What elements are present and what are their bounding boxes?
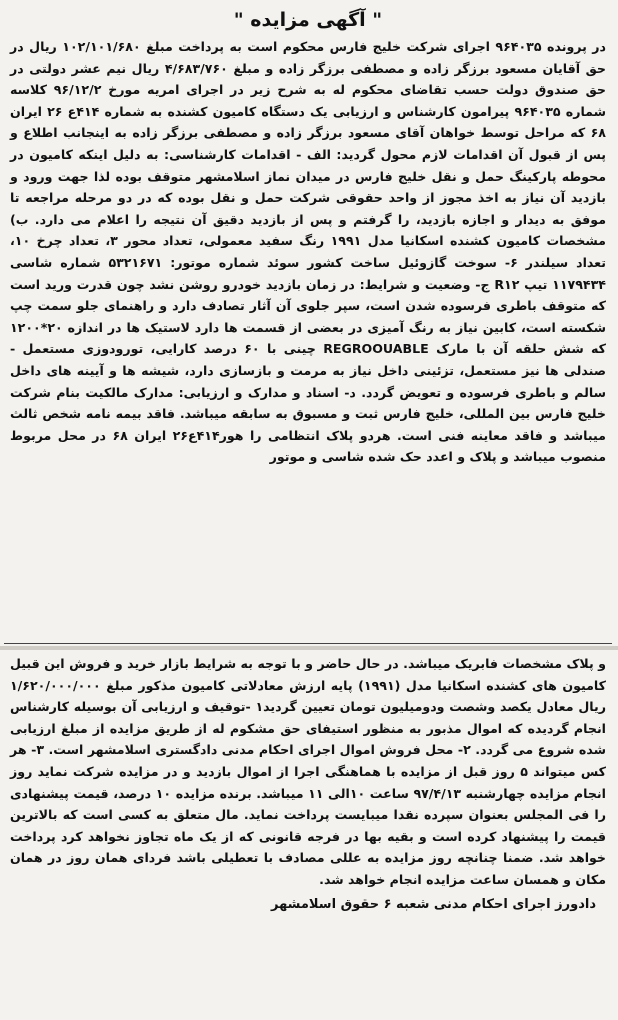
notice-body-part2: و پلاک مشخصات فابریک میباشد. در حال حاضر و با توجه به شرایط بازار خرید و فروش این قبیل کامیون های کشنده اسکانیا مدل (۱۹۹۱) پایه ارزش معادلاتی کامیون مذکور مبلغ ۱/۶۲۰/۰۰۰/۰۰۰ ریال معادل یکصد وشصت ودومیلیون تومان تعیین گردید۱ -توقیف و ارزیابی آن بوسیله کارشناس انجام گردیده که اموال مذبور به منظور استیفای حق مشکوم له از طریق مزایده از مبلغ ارزیابی شده شروع می گردد. ۲- محل فروش اموال اجرای احکام مدنی دادگستری اسلامشهر است. ۳- هر کس میتواند ۵ روز قبل از مزایده با هماهنگی اجرا از اموال بازدید و در مزایده شرکت نماید روز انجام مزایده چهارشنبه ۹۷/۴/۱۳ ساعت ۱۰الی ۱۱ میباشد. برنده مزایده ۱۰ درصد، قیمت پیشنهادی را فی المجلس بعنوان سپرده نقدا میبایست پرداخت نماید. مال متعلق به کسی است که بالاترین قیمت را پیشنهاد کرده است و بقیه بها در فرجه قانونی که از یک ماه تجاوز نخواهد کرد پرداخت خواهد شد. ضمنا چنانچه روز مزایده به عللی مصادف با تعطیلی باشد فردای همان روز در همان مکان و همسان ساعت مزایده انجام خواهد شد. xyxy=(10,656,606,887)
notice-signature: دادورز اجرای احکام مدنی شعبه ۶ حقوق اسلامشهر xyxy=(270,896,596,912)
notice-column-bottom xyxy=(4,651,612,1020)
column-divider xyxy=(0,646,618,650)
notice-column-top xyxy=(4,0,612,644)
notice-title: " آگهی مزایده " xyxy=(233,9,383,31)
notice-body-part1: در پرونده ۹۶۴۰۳۵ اجرای شرکت خلیج فارس محکوم است به پرداخت مبلغ ۱۰۲/۱۰۱/۶۸۰ ریال در حق آقایان مسعود برزگر زاده و مصطفی برزگر زاده و مبلغ ۴/۶۸۳/۷۶۰ ریال نیم عشر دولتی در حق صندوق دولت حسب تقاضای محکوم له به شرح زیر در اجرای امریه مورخ ۹۶/۱۲/۲ کلاسه شماره ۹۶۴۰۳۵ پیرامون کارشناس و ارزیابی یک دستگاه کامیون کشنده به شماره ۴۱۴ع ۲۶ ایران ۶۸ که مراحل توسط خواهان آقای مسعود برزگر زاده و مصطفی برزگر زاده به اینجانب اطلاع و پس از قبول آن اقدامات لازم محول گردید: الف - اقدامات کارشناسی: به دلیل اینکه کامیون در محوطه پارکینگ حمل و نقل خلیج فارس در میدان نماز اسلامشهر متوقف بوده لذا جهت ورود و بازدید آن نیاز به اخذ مجوز از واحد حقوقی شرکت حمل و نقل بوده که در دو مرحله مراجعه تا موفق به دیدار و اجازه بازدید، را گرفتم و پس از بازدید دقیق آن نتیجه را اعلام می دارد. ب) مشخصات کامیون کشنده اسکانیا مدل ۱۹۹۱ رنگ سفید معمولی، تعداد محور ۳، تعداد چرخ ۱۰، تعداد سیلندر ۶- سوخت گازوئیل ساخت کشور سوئد شماره موتور: ۵۳۲۱۶۷۱ شماره شاسی ۱۱۷۹۴۳۴ تیپ R۱۲ ج- وضعیت و شرایط: در زمان بازدید خودرو روشن نشد چون قدرت ورید است که متوقف باطری فرسوده شدن است، سپر جلوی آن آثار تصادف دارد و راهنمای جلو سمت چپ شکسته است، کابین نیاز به رنگ آمیزی در بعضی از قسمت ها دارد لاستیک ها در اندازه ۲۰*۱۲۰۰ که شش حلقه آن با مارک REGROOUABLE چینی با ۶۰ درصد کارایی، تورودوزی مستعمل - صندلی ها نیز مستعمل، تزئینی داخل نیاز به مرمت و بازسازی دارد، شیشه ها و آیینه های داخل سالم و باطری فرسوده و تعویض گردد. د- اسناد و مدارک و ارزیابی: مدارک مالکیت بنام شرکت خلیج فارس بین المللی، خلیج فارس ثبت و مسبوق به سابقه میباشد. فاقد بیمه نامه شخص ثالث میباشد و فاقد معاینه فنی است. هردو پلاک انتظامی را هور۴۱۴ع۲۶ ایران ۶۸ در محل مربوط منصوب میباشد و پلاک و اعدد حک شده شاسی و موتور xyxy=(10,39,607,465)
